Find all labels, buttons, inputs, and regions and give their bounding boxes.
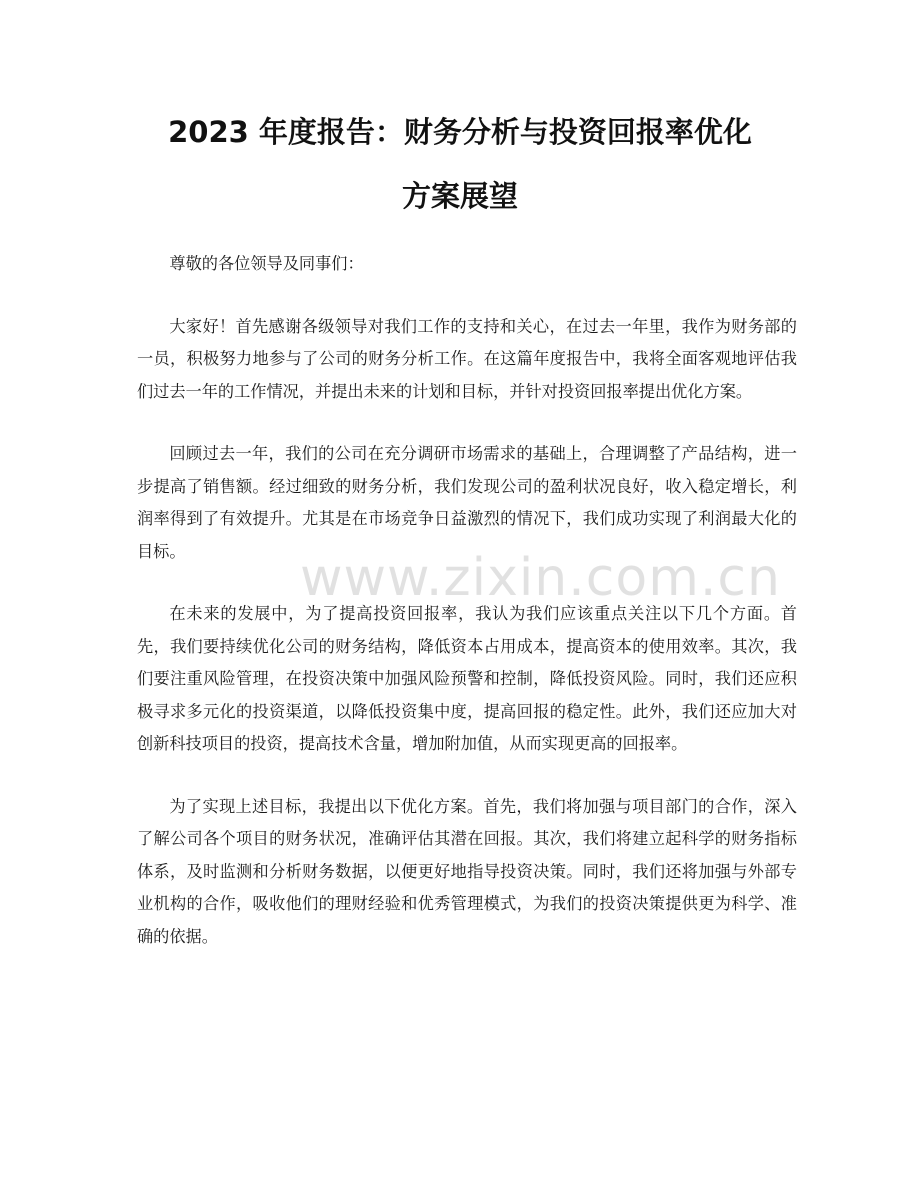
body-paragraph-intro: 大家好！首先感谢各级领导对我们工作的支持和关心，在过去一年里，我作为财务部的一员，积极努力地参与了公司的财务分析工作。在这篇年度报告中，我将全面客观地评估我们过去一年的工作情况，并提出未来的计划和目标，并针对投资回报率提出优化方案。 xyxy=(137,316,797,401)
salutation-paragraph: 尊敬的各位领导及同事们： xyxy=(169,254,364,273)
document-body xyxy=(137,248,797,983)
document-title-line-1: 2023 年度报告：财务分析与投资回报率优化 xyxy=(168,115,752,149)
body-paragraph-plan: 为了实现上述目标，我提出以下优化方案。首先，我们将加强与项目部门的合作，深入了解公司各个项目的财务状况，准确评估其潜在回报。其次，我们将建立起科学的财务指标体系，及时监测和分析财务数据，以便更好地指导投资决策。同时，我们还将加强与外部专业机构的合作，吸收他们的理财经验和优秀管理模式，为我们的投资决策提供更为科学、准确的依据。 xyxy=(137,796,797,946)
body-paragraph-review: 回顾过去一年，我们的公司在充分调研市场需求的基础上，合理调整了产品结构，进一步提高了销售额。经过细致的财务分析，我们发现公司的盈利状况良好，收入稳定增长，利润率得到了有效提升。尤其是在市场竞争日益激烈的情况下，我们成功实现了利润最大化的目标。 xyxy=(137,444,797,561)
watermark-text: www.zixin.com.cn xyxy=(300,548,781,608)
document-title-line-2: 方案展望 xyxy=(401,179,518,213)
body-paragraph-future: 在未来的发展中，为了提高投资回报率，我认为我们应该重点关注以下几个方面。首先，我们要持续优化公司的财务结构，降低资本占用成本，提高资本的使用效率。其次，我们要注重风险管理，在投资决策中加强风险预警和控制，降低投资风险。同时，我们还应积极寻求多元化的投资渠道，以降低投资集中度，提高回报的稳定性。此外，我们还应加大对创新科技项目的投资，提高技术含量，增加附加值，从而实现更高的回报率。 xyxy=(137,604,797,753)
